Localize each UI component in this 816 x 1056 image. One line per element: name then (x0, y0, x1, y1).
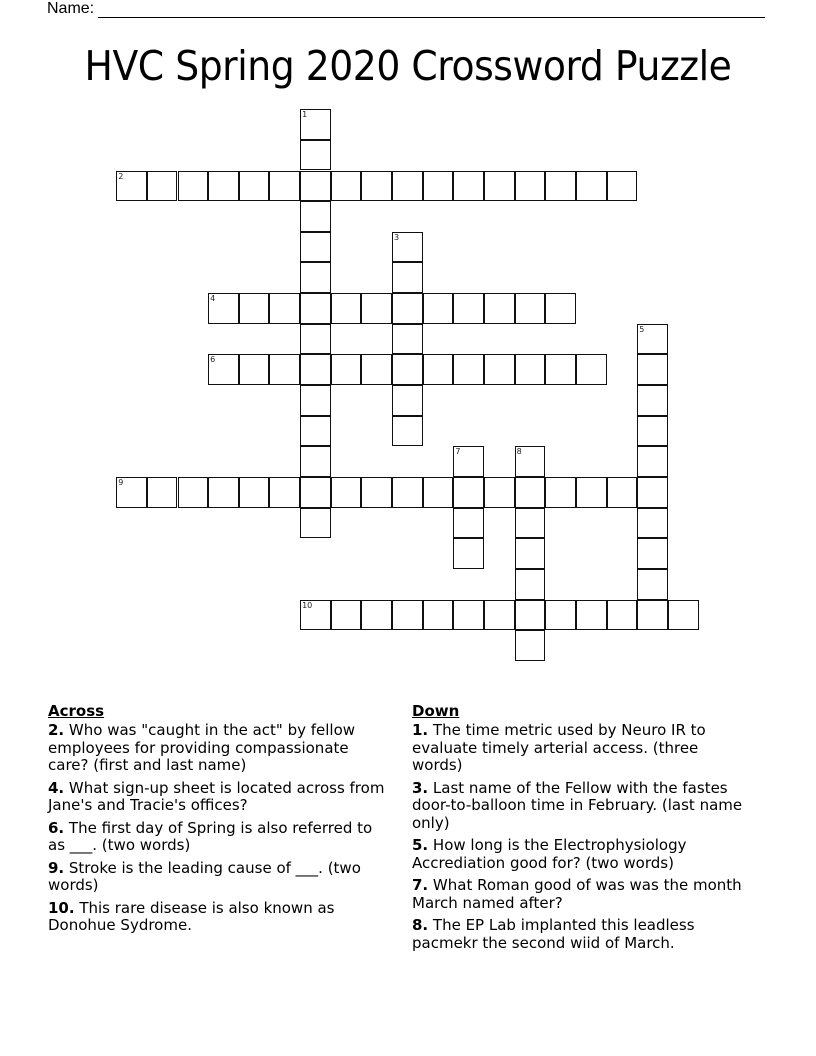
clue-across-10: 10. This rare disease is also known as Donohue Sydrome. (48, 898, 335, 934)
grid-cell[interactable] (423, 293, 454, 324)
grid-cell[interactable] (331, 600, 362, 631)
clue-number: 8 (516, 447, 522, 457)
grid-cell[interactable] (423, 354, 454, 385)
grid-cell[interactable] (484, 171, 515, 202)
grid-cell[interactable] (239, 477, 270, 508)
grid-cell[interactable] (453, 538, 484, 569)
grid-cell[interactable] (361, 477, 392, 508)
grid-cell[interactable] (392, 324, 423, 355)
clue-across-2: 2. Who was "caught in the act" by fellow employees for providing compassionate care? (first and last name) (48, 721, 356, 774)
grid-cell[interactable] (178, 171, 209, 202)
clue-number: 7 (455, 447, 461, 457)
grid-cell[interactable] (453, 293, 484, 324)
grid-cell[interactable] (453, 600, 484, 631)
grid-cell[interactable] (300, 201, 331, 232)
grid-cell[interactable] (392, 293, 423, 324)
grid-cell[interactable] (392, 354, 423, 385)
grid-cell[interactable] (453, 477, 484, 508)
clue-number: 6 (210, 355, 216, 365)
across-heading: Across (48, 702, 105, 720)
grid-cell[interactable] (515, 293, 546, 324)
clue-number: 5 (639, 324, 645, 334)
grid-cell[interactable] (423, 477, 454, 508)
clue-number: 2 (118, 171, 124, 181)
grid-cell[interactable] (147, 477, 178, 508)
grid-cell[interactable] (515, 171, 546, 202)
grid-cell[interactable] (300, 293, 331, 324)
grid-cell[interactable] (331, 477, 362, 508)
grid-cell[interactable] (331, 354, 362, 385)
grid-cell[interactable] (300, 354, 331, 385)
grid-cell[interactable] (116, 171, 147, 202)
grid-cell[interactable] (269, 293, 300, 324)
grid-cell[interactable] (300, 232, 331, 263)
grid-cell[interactable] (361, 171, 392, 202)
grid-cell[interactable] (116, 477, 147, 508)
clue-down-8: 8. The EP Lab implanted this leadless pacmekr the second wiid of March. (412, 916, 695, 952)
grid-cell[interactable] (515, 569, 546, 600)
grid-cell[interactable] (269, 171, 300, 202)
grid-cell[interactable] (515, 508, 546, 539)
grid-cell[interactable] (607, 600, 638, 631)
grid-cell[interactable] (361, 600, 392, 631)
grid-cell[interactable] (208, 477, 239, 508)
grid-cell[interactable] (637, 600, 668, 631)
grid-cell[interactable] (637, 538, 668, 569)
grid-cell[interactable] (607, 171, 638, 202)
clue-down-7: 7. What Roman good of was was the month March named after? (412, 876, 742, 912)
grid-cell[interactable] (392, 262, 423, 293)
clue-across-4: 4. What sign-up sheet is located across from Jane's and Tracie's offices? (48, 778, 385, 814)
grid-cell[interactable] (515, 538, 546, 569)
grid-cell[interactable] (423, 171, 454, 202)
grid-cell[interactable] (300, 600, 331, 631)
grid-cell[interactable] (392, 171, 423, 202)
clue-number: 4 (210, 294, 216, 304)
clue-number: 9 (118, 478, 124, 487)
grid-cell[interactable] (300, 385, 331, 416)
clue-number: 3 (394, 232, 400, 242)
grid-cell[interactable] (668, 600, 699, 631)
grid-cell[interactable] (637, 508, 668, 539)
grid-cell[interactable] (300, 508, 331, 539)
down-heading: Down (412, 702, 460, 720)
grid-cell[interactable] (545, 600, 576, 631)
grid-cell[interactable] (484, 477, 515, 508)
grid-cell[interactable] (637, 446, 668, 477)
grid-cell[interactable] (637, 477, 668, 508)
grid-cell[interactable] (545, 477, 576, 508)
grid-cell[interactable] (239, 171, 270, 202)
grid-cell[interactable] (607, 477, 638, 508)
grid-cell[interactable] (637, 569, 668, 600)
down-clues (412, 702, 752, 957)
grid-cell[interactable] (178, 477, 209, 508)
grid-cell[interactable] (208, 293, 239, 324)
grid-cell[interactable] (576, 171, 607, 202)
grid-cell[interactable] (331, 171, 362, 202)
grid-cell[interactable] (300, 109, 331, 140)
grid-cell[interactable] (361, 293, 392, 324)
grid-cell[interactable] (361, 354, 392, 385)
grid-cell[interactable] (545, 293, 576, 324)
grid-cell[interactable] (331, 293, 362, 324)
grid-cell[interactable] (269, 477, 300, 508)
clue-down-3: 3. Last name of the Fellow with the fastes door-to-balloon time in February. (last name only) (412, 778, 743, 832)
grid-cell[interactable] (453, 171, 484, 202)
page-title: HVC Spring 2020 Crossword Puzzle (84, 42, 732, 90)
grid-cell[interactable] (239, 354, 270, 385)
grid-cell[interactable] (484, 354, 515, 385)
grid-cell[interactable] (423, 600, 454, 631)
grid-cell[interactable] (453, 508, 484, 539)
grid-cell[interactable] (576, 600, 607, 631)
grid-cell[interactable] (300, 416, 331, 447)
grid-cell[interactable] (515, 600, 546, 631)
grid-cell[interactable] (515, 630, 546, 661)
grid-cell[interactable] (300, 446, 331, 477)
grid-cell[interactable] (576, 477, 607, 508)
grid-cell[interactable] (392, 477, 423, 508)
grid-cell[interactable] (392, 600, 423, 631)
grid-cell[interactable] (545, 171, 576, 202)
clue-down-5: 5. How long is the Electrophysiology Accrediation good for? (two words) (412, 836, 687, 872)
grid-cell[interactable] (300, 262, 331, 293)
grid-cell[interactable] (576, 354, 607, 385)
grid-cell[interactable] (269, 354, 300, 385)
clue-across-9: 9. Stroke is the leading cause of ___. (two words) (48, 858, 361, 894)
grid-cell[interactable] (637, 385, 668, 416)
clue-across-6: 6. The first day of Spring is also referred to as ___. (two words) (48, 818, 373, 854)
grid-cell[interactable] (515, 354, 546, 385)
grid-cell[interactable] (147, 171, 178, 202)
grid-cell[interactable] (484, 293, 515, 324)
grid-cell[interactable] (637, 324, 668, 355)
clue-number: 10 (302, 600, 313, 610)
grid-cell[interactable] (453, 354, 484, 385)
grid-cell[interactable] (300, 324, 331, 355)
grid-cell[interactable] (453, 446, 484, 477)
grid-cell[interactable] (545, 354, 576, 385)
grid-cell[interactable] (300, 171, 331, 202)
grid-cell[interactable] (239, 293, 270, 324)
grid-cell[interactable] (637, 416, 668, 447)
grid-cell[interactable] (300, 140, 331, 171)
grid-cell[interactable] (300, 477, 331, 508)
grid-cell[interactable] (515, 446, 546, 477)
grid-cell[interactable] (392, 385, 423, 416)
grid-cell[interactable] (208, 171, 239, 202)
across-clues (48, 702, 388, 940)
name-label: Name: (47, 0, 95, 17)
grid-cell[interactable] (208, 354, 239, 385)
grid-cell[interactable] (637, 354, 668, 385)
grid-cell[interactable] (392, 416, 423, 447)
clue-down-1: 1. The time metric used by Neuro IR to evaluate timely arterial access. (three words) (412, 721, 706, 774)
grid-cell[interactable] (484, 600, 515, 631)
grid-cell[interactable] (392, 232, 423, 263)
grid-cell[interactable] (515, 477, 546, 508)
clue-number: 1 (302, 110, 308, 120)
